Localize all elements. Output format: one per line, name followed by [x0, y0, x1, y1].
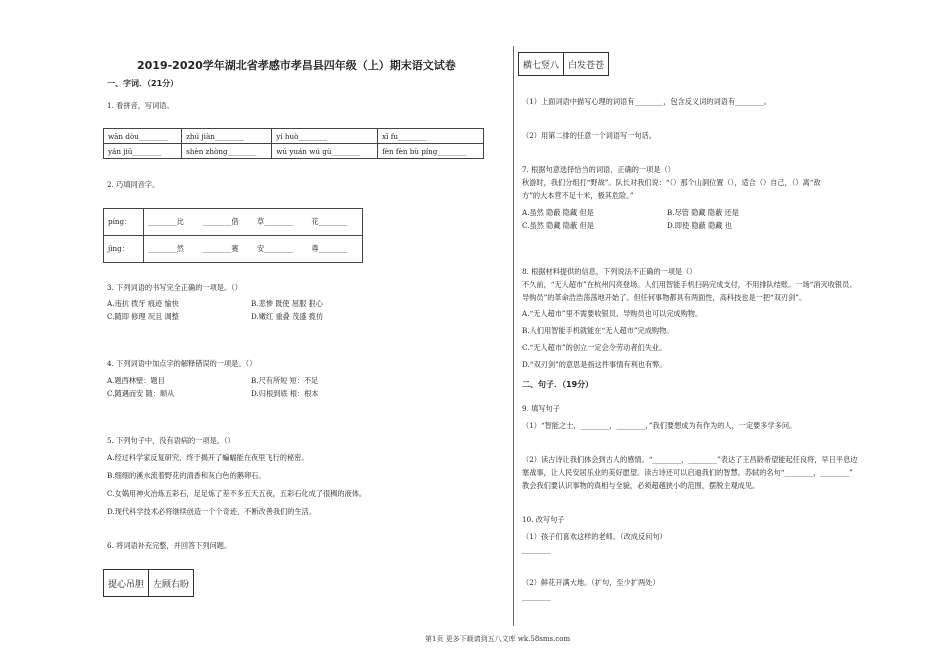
q4-option-c: C.随遇而安 随：顺从: [107, 389, 175, 398]
q7-option-d: D.即使 隐蔽 隐藏 也: [667, 221, 732, 230]
table-cell: xī fu________: [378, 129, 484, 144]
q5-option-c: C.女娲用神火冶炼五彩石，足足炼了差不多五天五夜，五彩石化成了很稠的液体。: [107, 489, 367, 498]
table-cell: ________赛: [199, 236, 253, 263]
section-2-heading: 二、句子．（19分）: [522, 380, 594, 389]
q4-option-a: A.题西林壁：题目: [107, 376, 165, 385]
table-cell: pínɡ：: [104, 209, 144, 236]
q8-option-c: C.“无人超市”的创立一定会令劳动者们失业。: [522, 343, 667, 352]
section-1-heading: 一、字词．（21分）: [107, 79, 179, 88]
q7-passage-line: 方”的大本营不足十米，极其危险。”: [522, 191, 634, 200]
answer-blank: ________: [522, 545, 551, 554]
pinyin-table: [103, 128, 484, 159]
table-cell: shèn zhòng________: [182, 144, 272, 159]
q8-option-b: B.人们用智能手机就能在“无人超市”完成购物。: [522, 326, 674, 335]
q6-text: 6. 将词语补充完整，并回答下列问题。: [107, 541, 232, 550]
word-box-1: [103, 569, 194, 597]
q6-sub-2: （2）用第二排的任意一个词语写一句话。: [522, 131, 656, 140]
q3-option-d: D.嫩红 重叠 茂盛 揽仿: [251, 312, 324, 321]
q7-option-a: A.虽然 隐蔽 隐藏 但是: [522, 208, 594, 217]
table-cell: 花________: [307, 209, 362, 236]
page-title: 2019-2020学年湖北省孝感市孝昌县四年级（上）期末语文试卷: [137, 59, 456, 72]
q6-sub-1: （1）上面词语中描写心理的词语有________，包含反义词的词语有________。: [522, 97, 771, 106]
q4-option-d: D.归根到底 根：根本: [251, 389, 319, 398]
table-cell: ________借: [199, 209, 253, 236]
q3-option-a: A.违抗 拨牙 痕迹 愉快: [107, 299, 179, 308]
q7-passage-line: 秋游时，我们分组打“野战”。队长对我们说：“（）那个山洞位置（），适合（）自己，（）离“敌: [522, 178, 821, 187]
answer-blank: ________: [522, 592, 551, 601]
table-cell: yí huò________: [272, 129, 378, 144]
word-box-2: [518, 52, 609, 76]
table-cell: 尊________: [307, 236, 362, 263]
q2-text: 2. 巧填同音字。: [107, 180, 160, 189]
q8-option-d: D.“双刃剑”的意思是指这件事情有利也有弊。: [522, 360, 667, 369]
q9-sub-2-line: （2）读古诗让我们体会到古人的感情。“________，________”表达了王昌龄希望能起任良将，早日平息边: [522, 455, 858, 464]
q4-option-b: B.尺有所短 短：不足: [251, 376, 319, 385]
q10-sub-1: （1）孩子们喜欢这样的老师。（改成反问句）: [522, 532, 667, 541]
table-cell: wú yuán wú gù________: [272, 144, 378, 159]
table-row: [104, 129, 484, 144]
page-footer: 第1页 更多下载请到五八文库 wk.58sms.com: [425, 635, 571, 643]
q4-text: 4. 下列词语中加点字的解释错误的一项是。（）: [107, 359, 257, 368]
q8-option-a: A.“无人超市”里不需要收银员、导购员也可以完成购物。: [522, 309, 703, 318]
q10-sub-2: （2）鲜花开满大地。（扩句，至少扩两处）: [522, 578, 660, 587]
q9-text: 9. 填写句子: [522, 404, 560, 413]
q3-option-c: C.随即 修理 况且 调整: [107, 312, 179, 321]
q9-sub-1: （1）“智能之士，________，________，”我们要想成为有作为的人，一定要多学多问。: [522, 421, 797, 430]
q1-text: 1. 看拼音，写词语。: [107, 101, 174, 110]
q8-passage-line: 不久前，“无人超市”在杭州闪亮登场。人们用智能手机扫码完成支付，不用排队结账。一场“消灭收银员、: [522, 280, 857, 289]
table-cell: ________比: [144, 209, 199, 236]
q7-option-c: C.虽然 隐藏 隐蔽 但是: [522, 221, 594, 230]
q8-text: 8. 根据材料提供的信息，下列说法不正确的一项是（）: [522, 267, 697, 276]
word-box-item: 左顾右盼: [153, 579, 190, 590]
q8-passage-line: 导购员”的革命浩浩荡荡地开始了。但任何事物都具有两面性，高科技也是一把“双刃剑”。: [522, 293, 807, 302]
q10-text: 10. 改写句子: [522, 515, 565, 524]
table-cell: ________然: [144, 236, 199, 263]
homophone-table: [103, 208, 363, 263]
table-row: [104, 236, 363, 263]
q3-text: 3. 下列词语的书写完全正确的一项是。（）: [107, 283, 242, 292]
q5-text: 5. 下列句子中，没有语病的一项是。（）: [107, 436, 235, 445]
table-cell: wān dòu________: [104, 129, 182, 144]
table-cell: 安________: [253, 236, 307, 263]
table-cell: zhú jiàn________: [182, 129, 272, 144]
q5-option-a: A.经过科学家反复研究，终于揭开了蝙蝠能在夜里飞行的秘密。: [107, 453, 309, 462]
table-cell: 草________: [253, 209, 307, 236]
table-cell: jìnɡ：: [104, 236, 144, 263]
column-divider: [513, 46, 514, 626]
table-row: [104, 144, 484, 159]
table-cell: yán jiū________: [104, 144, 182, 159]
word-box-item: 提心吊胆: [108, 579, 145, 590]
q9-sub-2-line: 塞战事，让人民安居乐业的美好愿望。读古诗还可以启迪我们的智慧。苏轼的名句“________，________”: [522, 468, 853, 477]
table-row: [104, 209, 363, 236]
word-box-item: 白发苍苍: [568, 60, 605, 71]
q5-option-b: B.细细的溪水流着野花的清香和灰白色的鹅卵石。: [107, 471, 266, 480]
q7-text: 7. 根据句意选择恰当的词语，正确的一项是（）: [522, 165, 675, 174]
q7-option-b: B.尽管 隐藏 隐蔽 还是: [667, 208, 739, 217]
q9-sub-2-line: 教会我们要认识事物的真相与全貌，必须超越狭小的范围，摆脱主观成见。: [522, 481, 760, 490]
q5-option-d: D.现代科学技术必将继续创造一个个奇迹，不断改善我们的生活。: [107, 507, 317, 516]
table-cell: fèn fèn bù píng________: [378, 144, 484, 159]
word-box-item: 横七竖八: [523, 60, 560, 71]
q3-option-b: B.悲惨 既使 屈服 狠心: [251, 299, 323, 308]
